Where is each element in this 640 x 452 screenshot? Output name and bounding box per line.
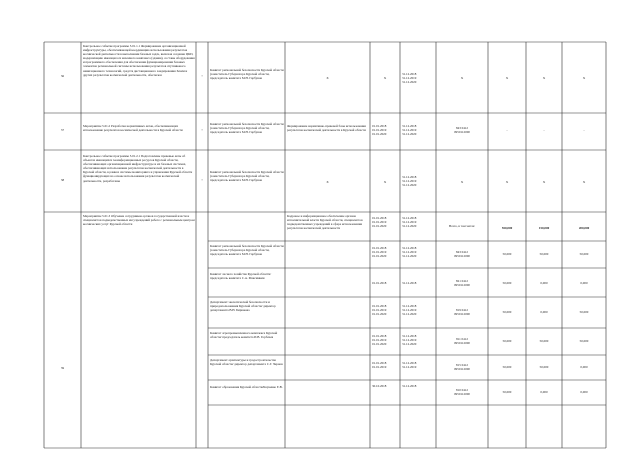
row36-kbk: X [460,76,464,80]
sub-start: 01.01.2018 [372,281,387,285]
sub-executor: Комитет лесного хозяйства Курской области/председатель комитета С.А. Максимкин [210,272,272,281]
sub-end: 31.12.2018 31.12.2019 31.12.2020 [402,334,417,347]
sub-kbk: 810 0412 0950112000 [454,388,470,397]
sub-kbk: 819 0412 0950112000 [454,308,470,317]
sub-2019: 50,000 [539,252,549,256]
row37-number: 37 [60,128,65,132]
row39-2019: 150,000 [538,226,550,230]
row37-name: Мероприятие 5.01.2 Разработка нормативных актов, обеспечивающих использование результатов космической деятельности в Курской области [83,124,183,133]
row36-2018: X [505,76,509,80]
sub-start: 01.01.2018 01.01.2019 01.01.2020 [372,246,387,259]
row38-name: Контрольное событие программы 5.01.2.1 Подготовлены правовые акты об объектах имеющихся геоинформационных ресурсов Курской области, обеспечивающих организационной инфраструктуре и их базовых системах, обеспечивающих использование результатов космической деятельности в Курской области, в рамках системы мониторинга и управления Курской области функционирующих на основе использования результатов космической деятельности, разработаны [83,154,193,183]
sub-end: 31.12.2018 [402,384,417,388]
row39-number: 39 [60,366,65,370]
sub-executor: Департамент архитектуры и градостроительства Курской области/ директор департамента С.Г. Чернов [210,358,283,367]
row37-start: 01.01.2018 01.01.2019 01.01.2020 [372,124,387,137]
row38-result: X [326,180,329,184]
row37-kbk: 843 0412 0950112000 [454,126,470,135]
row36-executor: Комитет региональной безопасности Курской области (заместитель Губернатора Курской области, председатель комитета М.Н. Горбунов [210,68,284,81]
sub-start: 30.10.2018 [372,384,387,388]
sub-2019: 50,000 [539,365,549,369]
sub-end: 31.12.2018 31.12.2019 31.12.2020 [402,304,417,317]
sub-2018: 50,000 [502,281,512,285]
row36-mark: • [201,74,203,78]
row36-result: X [326,76,329,80]
row36-2020: X [582,76,586,80]
sub-end: 31.12.2018 31.12.2019 31.12.2020 [402,246,417,259]
sub-kbk: 815 0412 0950112000 [454,363,470,372]
sub-2019: 0,000 [540,390,548,394]
row39-kbk: Всего, в том числе: [448,224,476,228]
row37-2019: - [543,128,545,132]
row38-mark: • [201,178,203,182]
sub-2019: 50,000 [539,339,549,343]
sub-executor: Департамент экологической безопасности и природопользования Курской области/ директор департамента В.Н. Бирюкова [210,300,276,313]
sub-kbk: 811 0412 0950112000 [454,337,470,346]
sub-2020: 50,000 [579,339,589,343]
row38-executor: Комитет региональной безопасности Курской области (заместитель Губернатора Курской области, председатель комитета М.Н. Горбунов [210,170,284,183]
row36-end: 31.12.2018 31.12.2019 31.12.2020 [402,72,417,85]
sub-2020: 0,000 [580,281,588,285]
sub-2018: 50,000 [502,310,512,314]
sub-2020: 50,000 [579,310,589,314]
row38-end: 31.12.2018 31.12.2019 31.12.2020 [402,175,417,188]
row37-2020: - [583,128,585,132]
sub-2020: 50,000 [579,252,589,256]
row36-number: 36 [60,74,65,78]
row39-2020: 200,000 [578,226,590,230]
sub-end: 31.12.2018 31.12.2019 [402,361,417,370]
row38-number: 38 [60,178,65,182]
row37-end: 31.12.2018 31.12.2019 31.12.2020 [402,124,417,137]
sub-2018: 50,000 [502,390,512,394]
row38-start: X [383,180,387,184]
sub-start: 01.01.2018 01.01.2019 01.01.2020 [372,334,387,347]
sub-end: 31.12.2018 [402,281,417,285]
row36-start: X [383,76,387,80]
sub-start: 01.01.2018 01.01.2019 01.01.2020 [372,304,387,317]
sub-kbk: 821 0412 0950112000 [454,279,470,288]
row39-result: Кадровое и информационное обеспечение органов исполнительной власти Курской области, специалистов подведомственных учреждений в сфере использования результатов космической деятельности [287,214,363,231]
row36-2019: X [542,76,546,80]
row39-2018: 550,000 [501,226,513,230]
sub-2018: 50,000 [502,339,512,343]
row37-2018: - [506,128,508,132]
sub-executor: Комитет агропромышленного комплекса Курской области/ председатель комитета И.В. Горбачев [210,331,278,340]
row38-kbk: X [460,180,464,184]
sub-2019: 0,000 [540,310,548,314]
row38-2020: X [582,180,586,184]
row37-executor: Комитет региональной безопасности Курской области (заместитель Губернатора Курской области, председатель комитета М.Н. Горбунов [210,122,284,135]
sub-2019: 0,000 [540,281,548,285]
sub-2020: 0,000 [580,390,588,394]
sub-start: 01.01.2018 01.01.2019 [372,361,387,370]
row38-2019: X [542,180,546,184]
sub-2018: 50,000 [502,365,512,369]
sub-kbk: 843 0412 0950112000 [454,250,470,259]
sub-executor: Комитет образования Курской области/Карченко Е.В. [210,385,283,389]
row38-2018: X [505,180,509,184]
row37-result: Формирование нормативно-правовой базы использования результатов космической деятельности в Курской области [287,124,366,133]
row39-start: 01.01.2018 01.01.2019 01.01.2020 [372,216,387,229]
row39-end: 31.12.2018 31.12.2019 31.12.2020 [402,216,417,229]
sub-2020: 0,000 [580,365,588,369]
row39-name: Мероприятие 5.01.3 Обучение сотрудников органов государственной власти и специалистов подведомственных им учреждений работе с региональным центром космических услуг Курской области [83,214,195,227]
row37-mark: • [201,128,203,132]
sub-executor: Комитет региональной безопасности Курской области (заместитель Губернатора Курской области, председатель комитета М.Н. Горбунов [210,244,284,257]
row36-name: Контрольное событие программы 5.01.1.1 Формирование организационной инфраструктуры, обеспечивающей координацию использования результатов космической деятельности в выполнении базовых задач, включая создание ЦКП, модернизацию имеющегося наземного комплекса (здания), составы оборудования и программного обеспечения для обеспечения функционирования базовых элементов региональной системы использования результатов спутникового навигационного технологий, средств дистанционного зондирования Земли и других результатов космической деятельности, обеспечен [83,44,195,77]
sub-2018: 50,000 [502,252,512,256]
